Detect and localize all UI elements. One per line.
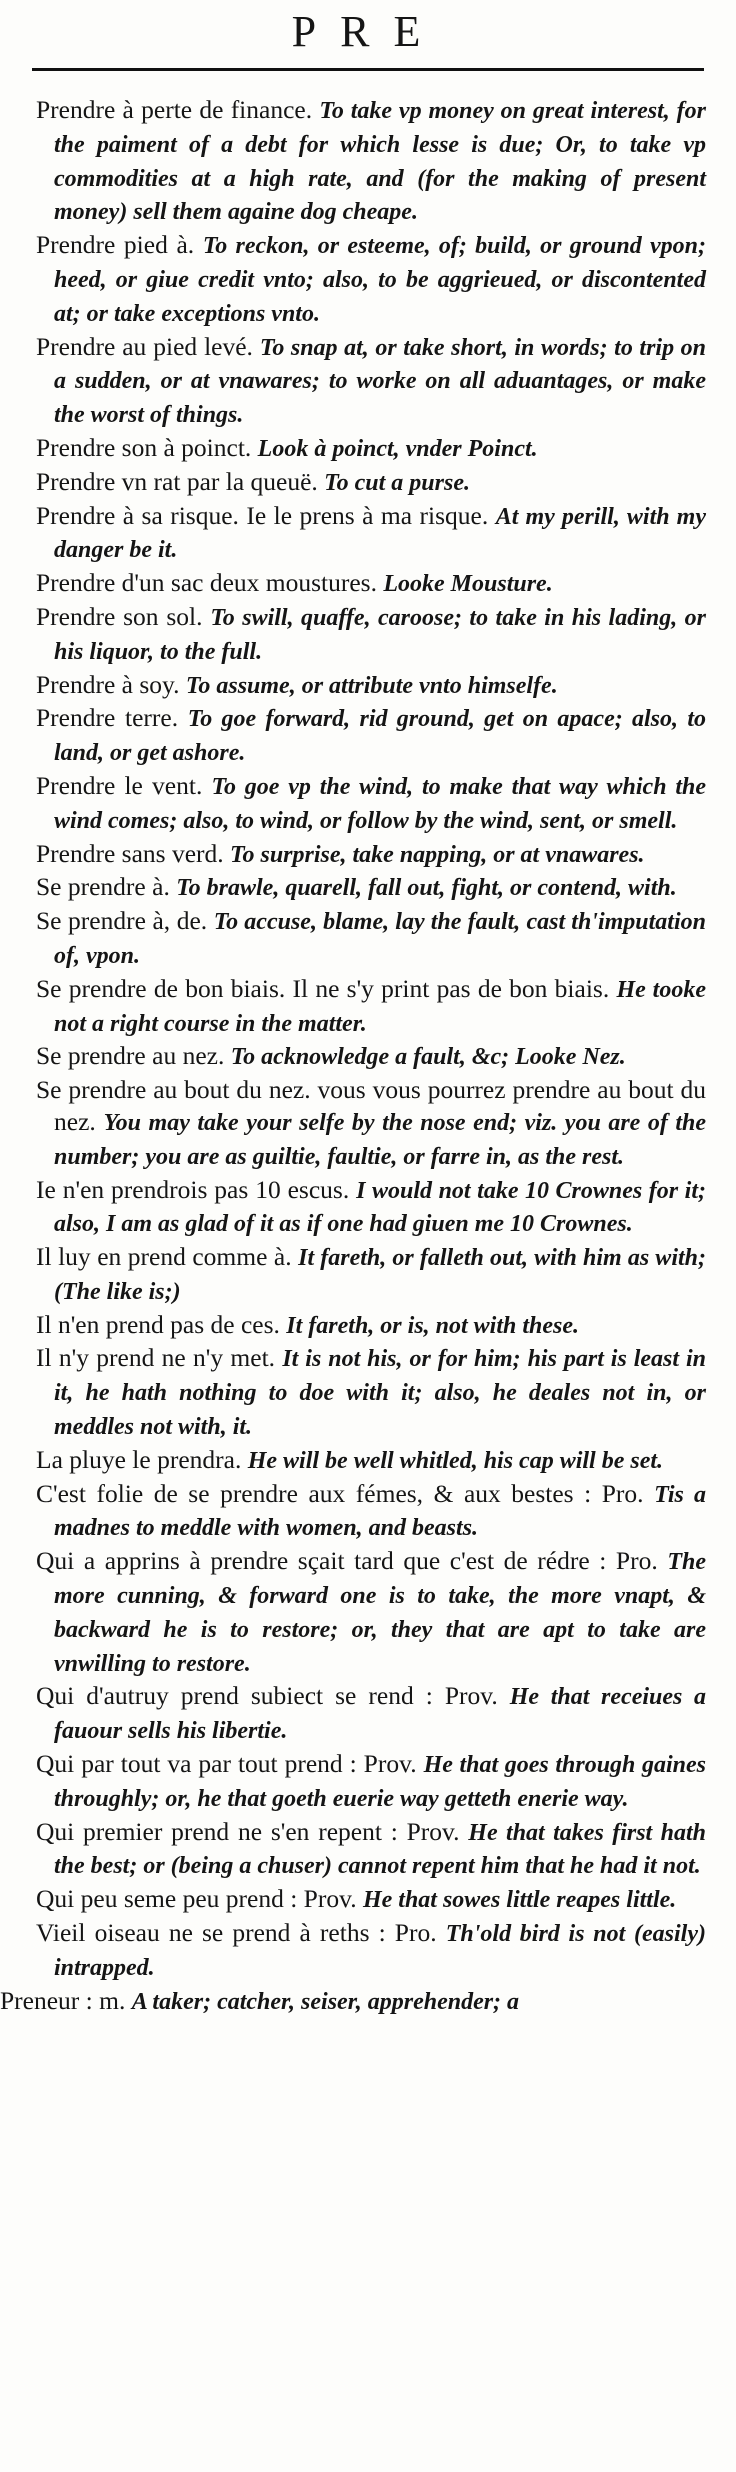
dictionary-entry bbox=[36, 466, 706, 500]
dictionary-entry bbox=[36, 1680, 706, 1748]
dictionary-entry bbox=[36, 567, 706, 601]
definition: To reckon, or esteeme, of; build, or ground vpon; heed, or giue credit vnto; also, to be aggrieued, or discontented at; or take exceptions vnto. bbox=[54, 233, 707, 327]
dictionary-entry bbox=[36, 1174, 706, 1242]
dictionary-entry bbox=[36, 432, 706, 466]
headword: Se prendre à, de. bbox=[36, 906, 208, 936]
definition: Look à poinct, vnder Poinct. bbox=[257, 435, 538, 462]
definition: At my perill, with my danger be it. bbox=[54, 503, 706, 564]
dictionary-entry bbox=[36, 702, 706, 770]
dictionary-entry bbox=[36, 1545, 706, 1680]
dictionary-entry bbox=[36, 331, 706, 432]
definition: It fareth, or is, not with these. bbox=[286, 1312, 580, 1339]
headword: Vieil oiseau ne se prend à reths : Pro. bbox=[36, 1918, 437, 1948]
definition: To brawle, quarell, fall out, fight, or contend, with. bbox=[176, 875, 677, 902]
headword: Prendre terre. bbox=[36, 703, 179, 733]
dictionary-entry bbox=[36, 973, 706, 1041]
headword: Se prendre à. bbox=[36, 872, 170, 902]
headword: Se prendre au nez. bbox=[36, 1041, 225, 1071]
headword: Preneur : m. bbox=[0, 1985, 126, 2015]
headword: C'est folie de se prendre aux fémes, & aux bestes : Pro. bbox=[36, 1478, 644, 1508]
definition: He that takes first hath the best; or (being a chuser) cannot repent him that he had it not. bbox=[54, 1819, 706, 1880]
definition: He that goes through gaines throughly; or, he that goeth euerie way getteth enerie way. bbox=[54, 1752, 706, 1812]
dictionary-entry bbox=[36, 838, 706, 872]
headword: La pluye le prendra. bbox=[36, 1444, 242, 1474]
definition: It is not his, or for him; his part is least in it, he hath nothing to doe with it; also, he deales not in, or meddles not with, it. bbox=[54, 1346, 707, 1441]
definition: To surprise, take napping, or at vnawares. bbox=[230, 841, 645, 868]
definition: He tooke not a right course in the matter. bbox=[54, 976, 707, 1037]
headword: Prendre au pied levé. bbox=[36, 331, 253, 361]
definition: To goe forward, rid ground, get on apace; also, to land, or get ashore. bbox=[54, 706, 706, 767]
dictionary-entry bbox=[36, 1444, 706, 1478]
dictionary-entry bbox=[36, 1478, 706, 1546]
definition: I would not take 10 Crownes for it; also, I am as glad of it as if one had giuen me 10 Crownes. bbox=[54, 1177, 706, 1238]
headword: Qui d'autruy prend subiect se rend : Prov. bbox=[36, 1681, 498, 1711]
headword: Qui a apprins à prendre sçait tard que c'est de rédre : Pro. bbox=[36, 1546, 658, 1576]
page-header: PRE bbox=[291, 7, 445, 56]
definition: Th'old bird is not (easily) intrapped. bbox=[54, 1921, 706, 1981]
definition: You may take your selfe by the nose end; viz. you are of the number; you are as guiltie, faultie, or farre in, as the rest. bbox=[54, 1109, 707, 1170]
definition: He that receiues a fauour sells his libertie. bbox=[54, 1684, 707, 1745]
headword: Qui peu seme peu prend : Prov. bbox=[36, 1884, 357, 1914]
headword: Qui par tout va par tout prend : Prov. bbox=[36, 1749, 417, 1779]
dictionary-entry bbox=[36, 770, 706, 838]
headword: Prendre son sol. bbox=[36, 601, 203, 631]
definition: It fareth, or falleth out, with him as with; (The like is;) bbox=[54, 1245, 706, 1305]
headword: Il n'en prend pas de ces. bbox=[36, 1309, 280, 1339]
definition: To accuse, blame, lay the fault, cast th'imputation of, vpon. bbox=[54, 909, 706, 969]
dictionary-entry bbox=[36, 500, 706, 568]
headword: Ie n'en prendrois pas 10 escus. bbox=[36, 1174, 350, 1204]
dictionary-entry bbox=[36, 1040, 706, 1074]
dictionary-entry bbox=[36, 1309, 706, 1343]
definition: To goe vp the wind, to make that way which the wind comes; also, to wind, or follow by the wind, sent, or smell. bbox=[54, 773, 707, 834]
header-rule bbox=[32, 68, 704, 71]
headword: Prendre le vent. bbox=[36, 770, 203, 800]
definition: To swill, quaffe, caroose; to take in his lading, or his liquor, to the full. bbox=[54, 604, 707, 665]
headword: Se prendre de bon biais. Il ne s'y print pas de bon biais. bbox=[36, 973, 610, 1003]
dictionary-entry bbox=[36, 1816, 706, 1884]
headword: Prendre vn rat par la queuë. bbox=[36, 466, 318, 496]
headword: Prendre d'un sac deux moustures. bbox=[36, 568, 377, 598]
definition: To snap at, or take short, in words; to trip on a sudden, or at vnawares; to worke on all aduantages, or make the worst of things. bbox=[54, 334, 706, 429]
definition: The more cunning, & forward one is to take, the more vnapt, & backward he is to restore; or, they that are apt to take are vnwilling to restore. bbox=[54, 1549, 707, 1677]
headword: Prendre sans verd. bbox=[36, 838, 224, 868]
definition: To take vp money on great interest, for the paiment of a debt for which lesse is due; Or, to take vp commodities at a high rate, and (for the making of present money) sell them againe dog cheape. bbox=[54, 98, 706, 226]
headword: Se prendre au bout du nez. vous vous pourrez prendre au bout du nez. bbox=[36, 1075, 706, 1136]
dictionary-entry bbox=[36, 601, 706, 669]
dictionary-entry bbox=[36, 1748, 706, 1816]
definition: Looke Mousture. bbox=[383, 571, 553, 598]
dictionary-entry bbox=[36, 1883, 706, 1917]
headword: Prendre son à poinct. bbox=[36, 432, 252, 462]
definition: To cut a purse. bbox=[324, 469, 470, 496]
dictionary-entry bbox=[36, 1342, 706, 1443]
headword: Qui premier prend ne s'en repent : Prov. bbox=[36, 1816, 460, 1846]
headword: Prendre à perte de finance. bbox=[36, 95, 313, 124]
definition: A taker; catcher, seiser, apprehender; a bbox=[131, 1988, 520, 2015]
dictionary-entry bbox=[36, 905, 706, 973]
definition: Tis a madnes to meddle with women, and beasts. bbox=[54, 1481, 707, 1542]
definition: He that sowes little reapes little. bbox=[362, 1887, 677, 1914]
headword: Il luy en prend comme à. bbox=[36, 1242, 292, 1272]
headword: Prendre à sa risque. Ie le prens à ma risque. bbox=[36, 500, 489, 530]
dictionary-entry bbox=[36, 669, 706, 703]
dictionary-entry-main bbox=[0, 1985, 706, 2019]
definition: To acknowledge a fault, &c; Looke Nez. bbox=[230, 1044, 626, 1071]
dictionary-entry bbox=[36, 871, 706, 905]
definition: He will be well whitled, his cap will be set. bbox=[247, 1447, 664, 1474]
dictionary-entry bbox=[36, 1241, 706, 1309]
dictionary-column bbox=[0, 94, 707, 2018]
dictionary-entry bbox=[36, 1074, 706, 1173]
dictionary-entry bbox=[36, 94, 706, 229]
definition: To assume, or attribute vnto himselfe. bbox=[185, 672, 558, 699]
dictionary-entry bbox=[36, 1917, 706, 1985]
headword: Prendre à soy. bbox=[36, 669, 180, 699]
headword: Prendre pied à. bbox=[36, 230, 195, 260]
dictionary-entry bbox=[36, 229, 706, 330]
headword: Il n'y prend ne n'y met. bbox=[36, 1343, 276, 1373]
